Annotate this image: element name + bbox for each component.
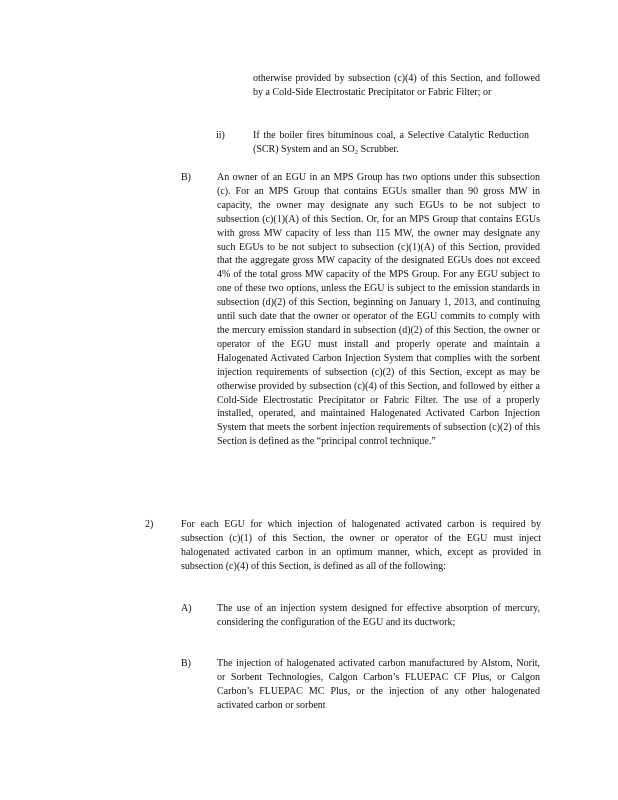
item-2A-label: A) [181,603,192,614]
item-2-label: 2) [145,519,154,530]
item-2B-label: B) [181,658,191,669]
item-2B-text: The injection of halogenated activated carbon manufactured by Alstom, Norit, or Sorbent Technologies, Calgon Carbon’s FLUEPAC CF Plus, or Calgon Carbon’s FLUEPAC MC Plus, or the injection of any other halogenated activated carbon or sorbent [217,658,540,711]
item-B-label: B) [181,172,191,183]
item-2-text: For each EGU for which injection of halogenated activated carbon is required by subsection (c)(1) of this Section, the owner or operator of the EGU must inject halogenated activated carbon in an optimum manner, which, except as provided in subsection (c)(4) of this Section, is defined as all of the following: [181,519,541,572]
item-B-text: An owner of an EGU in an MPS Group has two options under this subsection (c). For an MPS Group that contains EGUs smaller than 90 gross MW in capacity, the owner may designate any such EGUs to be not subject to subsection (c)(1)(A) of this Section. Or, for an MPS Group that contains EGUs with gross MW capacity of less than 115 MW, the owner may designate any such EGUs to be not subject to subsection (c)(1)(A) of this Section, provided that the aggregate gross MW capacity of the designated EGUs does not exceed 4% of the total gross MW capacity of the MPS Group. For any EGU subject to one of these two options, unless the EGU is subject to the emission standards in subsection (d)(2) of this Section, beginning on January 1, 2013, and continuing until such date that the owner or operator of the EGU commits to comply with the mercury emission standard in subsection (d)(2) of this Section, the owner or operator of the EGU must install and properly operate and maintain a Halogenated Activated Carbon Injection System that complies with the sorbent injection requirements of subsection (c)(2) of this Section, except as may be otherwise provided by subsection (c)(4) of this Section, and followed by either a Cold-Side Electrostatic Precipitator or Fabric Filter. The use of a properly installed, operated, and maintained Halogenated Activated Carbon Injection System that meets the sorbent injection requirements of subsection (c)(2) of this Section is defined as the “principal control technique.” [217,172,540,448]
continuation-paragraph: otherwise provided by subsection (c)(4) of this Section, and followed by a Cold-Side Electrostatic Precipitator or Fabric Filter; or [253,73,540,98]
item-ii-text: If the boiler fires bituminous coal, a Selective Catalytic Reduction (SCR) System and an SO₂ Scrubber. [253,130,529,155]
item-ii-label: ii) [216,130,225,141]
item-2A-text: The use of an injection system designed for effective absorption of mercury, considering the configuration of the EGU and its ductwork; [217,603,540,628]
